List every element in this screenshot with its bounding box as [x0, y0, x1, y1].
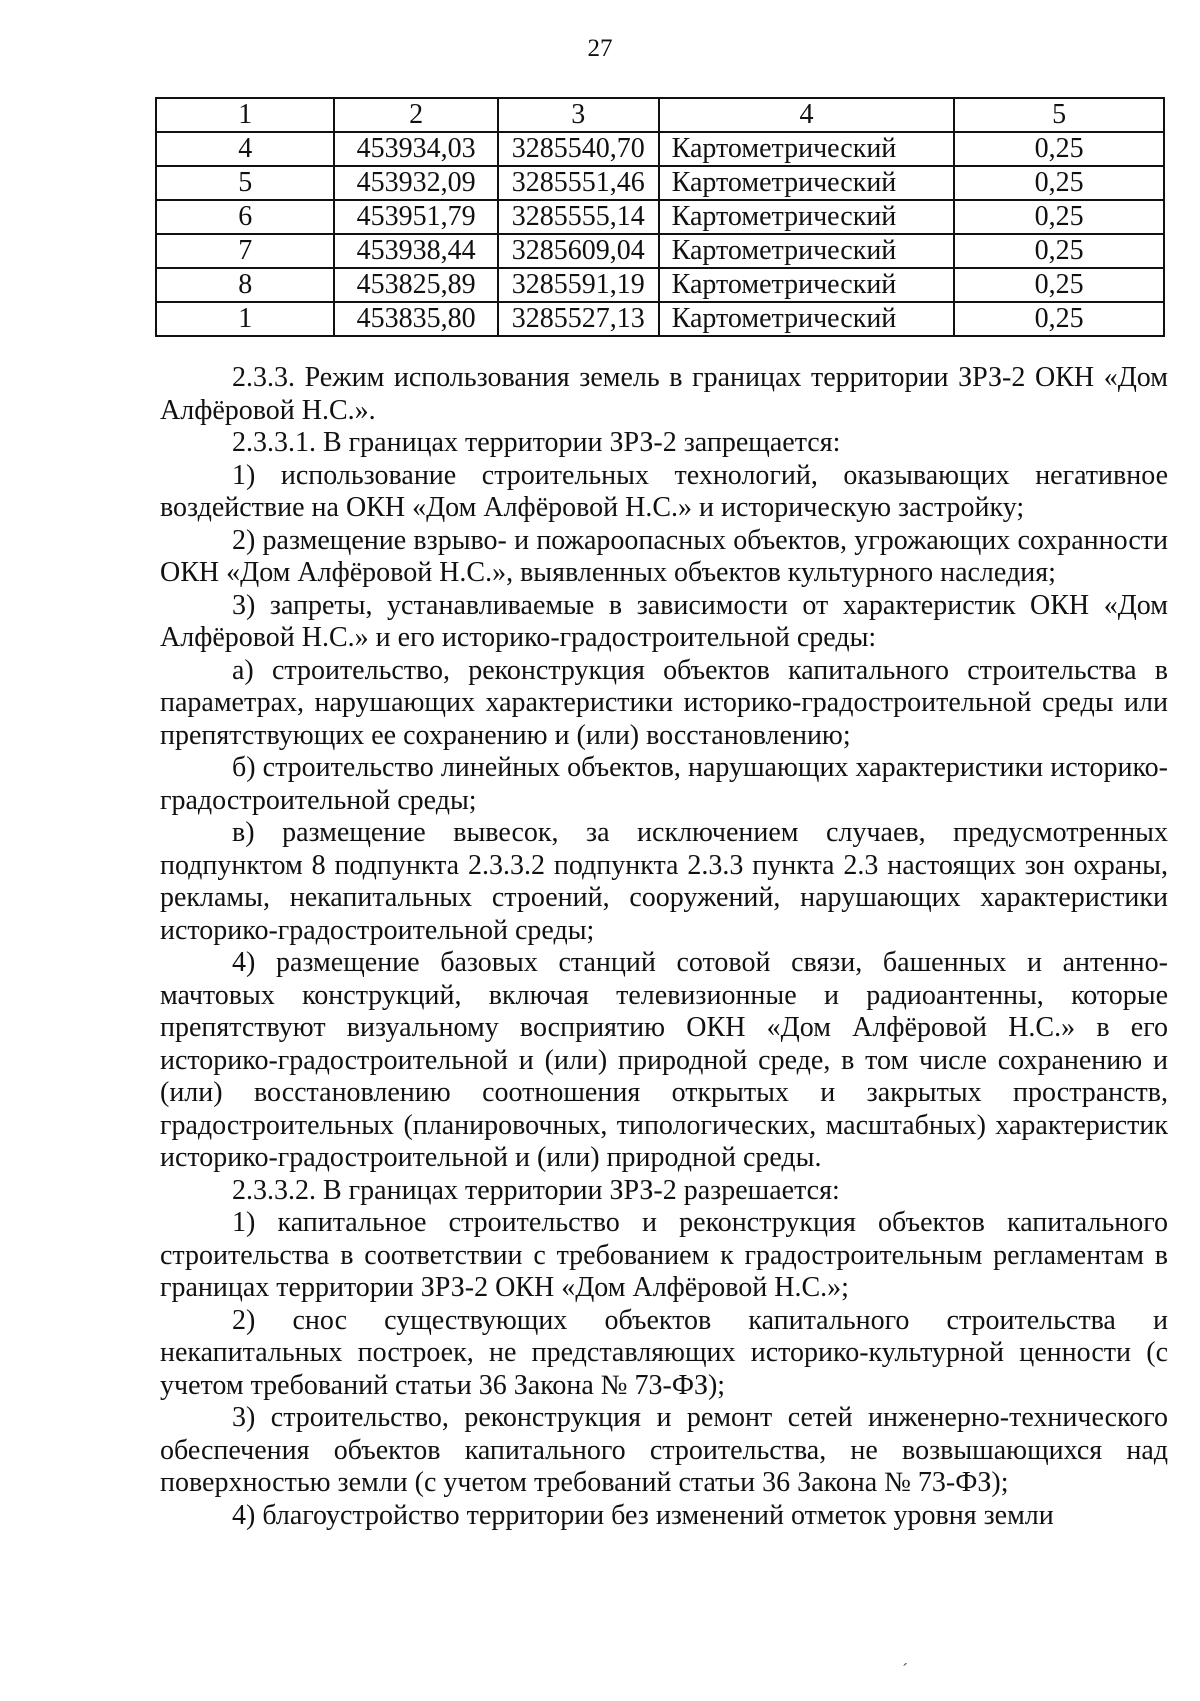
- point-number-cell: 1: [156, 302, 334, 336]
- method-cell: Картометрический: [659, 302, 955, 336]
- table-row: [156, 200, 1164, 234]
- page-number: 27: [587, 35, 613, 62]
- x-coordinate-cell: 453932,09: [334, 166, 497, 200]
- table-header-cell: 1: [156, 98, 334, 132]
- point-number-cell: 6: [156, 200, 334, 234]
- list-item: 2) размещение взрыво- и пожароопасных объектов, угрожающих сохранности ОКН «Дом Алфёровой Н.С.», выявленных объектов культурного наследия;: [160, 524, 1168, 588]
- accuracy-cell: 0,25: [954, 268, 1164, 302]
- accuracy-cell: 0,25: [954, 302, 1164, 336]
- list-item: б) строительство линейных объектов, нарушающих характеристики историко-градостроительной среды;: [160, 752, 1168, 816]
- list-item: 3) строительство, реконструкция и ремонт сетей инженерно-технического обеспечения объектов капитального строительства, не возвышающихся над поверхностью земли (с учетом требований статьи 36 Закона № 73-ФЗ);: [160, 1402, 1168, 1498]
- list-item: 4) благоустройство территории без изменений отметок уровня земли: [232, 1499, 1054, 1531]
- table-row: [156, 234, 1164, 268]
- table-row: [156, 166, 1164, 200]
- table-header-cell: 5: [954, 98, 1164, 132]
- list-item: 1) капитальное строительство и реконструкция объектов капитального строительства в соответствии с требованием к градостроительным регламентам в границах территории ЗРЗ-2 ОКН «Дом Алфёровой Н.С.»;: [160, 1207, 1168, 1303]
- section-heading: 2.3.3. Режим использования земель в границах территории ЗРЗ-2 ОКН «Дом Алфёровой Н.С.».: [160, 362, 1168, 426]
- x-coordinate-cell: 453934,03: [334, 132, 497, 166]
- accuracy-cell: 0,25: [954, 132, 1164, 166]
- list-item: 3) запреты, устанавливаемые в зависимости от характеристик ОКН «Дом Алфёровой Н.С.» и его историко-градостроительной среды:: [160, 589, 1168, 653]
- list-item: в) размещение вывесок, за исключением случаев, предусмотренных подпунктом 8 подпункта 2.3.3.2 подпункта 2.3.3 пункта 2.3 настоящих зон охраны, рекламы, некапитальных строений, сооружений, нарушающих характеристики историко-градостроительной среды;: [160, 817, 1168, 946]
- table-header-cell: 2: [334, 98, 497, 132]
- stray-mark: ´: [902, 1660, 908, 1680]
- accuracy-cell: 0,25: [954, 200, 1164, 234]
- method-cell: Картометрический: [659, 234, 955, 268]
- document-body: [160, 362, 1168, 1532]
- point-number-cell: 7: [156, 234, 334, 268]
- y-coordinate-cell: 3285609,04: [498, 234, 659, 268]
- point-number-cell: 8: [156, 268, 334, 302]
- table-header-cell: 4: [659, 98, 955, 132]
- list-item: а) строительство, реконструкция объектов капитального строительства в параметрах, нарушающих характеристики историко-градостроительной среды или препятствующих ее сохранению и (или) восстановлению;: [160, 654, 1168, 751]
- table-row: [156, 268, 1164, 302]
- x-coordinate-cell: 453835,80: [334, 302, 497, 336]
- table-header-row: [156, 98, 1164, 132]
- coordinates-table: [155, 97, 1165, 337]
- x-coordinate-cell: 453825,89: [334, 268, 497, 302]
- y-coordinate-cell: 3285555,14: [498, 200, 659, 234]
- table-header-cell: 3: [498, 98, 659, 132]
- method-cell: Картометрический: [659, 132, 955, 166]
- point-number-cell: 5: [156, 166, 334, 200]
- subsection-heading: 2.3.3.2. В границах территории ЗРЗ-2 разрешается:: [232, 1174, 840, 1206]
- y-coordinate-cell: 3285540,70: [498, 132, 659, 166]
- accuracy-cell: 0,25: [954, 234, 1164, 268]
- list-item: 4) размещение базовых станций сотовой связи, башенных и антенно-мачтовых конструкций, включая телевизионные и радиоантенны, которые препятствуют визуальному восприятию ОКН «Дом Алфёровой Н.С.» в его историко-градостроительной и (или) природной среде, в том числе сохранению и (или) восстановлению соотношения открытых и закрытых пространств, градостроительных (планировочных, типологических, масштабных) характеристик историко-градостроительной и (или) природной среды.: [160, 947, 1168, 1173]
- y-coordinate-cell: 3285591,19: [498, 268, 659, 302]
- subsection-heading: 2.3.3.1. В границах территории ЗРЗ-2 запрещается:: [232, 427, 841, 458]
- y-coordinate-cell: 3285527,13: [498, 302, 659, 336]
- method-cell: Картометрический: [659, 200, 955, 234]
- y-coordinate-cell: 3285551,46: [498, 166, 659, 200]
- x-coordinate-cell: 453951,79: [334, 200, 497, 234]
- table-row: [156, 302, 1164, 336]
- table-row: [156, 132, 1164, 166]
- list-item: 2) снос существующих объектов капитального строительства и некапитальных построек, не представляющих историко-культурной ценности (с учетом требований статьи 36 Закона № 73-ФЗ);: [160, 1304, 1168, 1401]
- accuracy-cell: 0,25: [954, 166, 1164, 200]
- point-number-cell: 4: [156, 132, 334, 166]
- x-coordinate-cell: 453938,44: [334, 234, 497, 268]
- list-item: 1) использование строительных технологий, оказывающих негативное воздействие на ОКН «Дом Алфёровой Н.С.» и историческую застройку;: [160, 459, 1168, 523]
- method-cell: Картометрический: [659, 166, 955, 200]
- method-cell: Картометрический: [659, 268, 955, 302]
